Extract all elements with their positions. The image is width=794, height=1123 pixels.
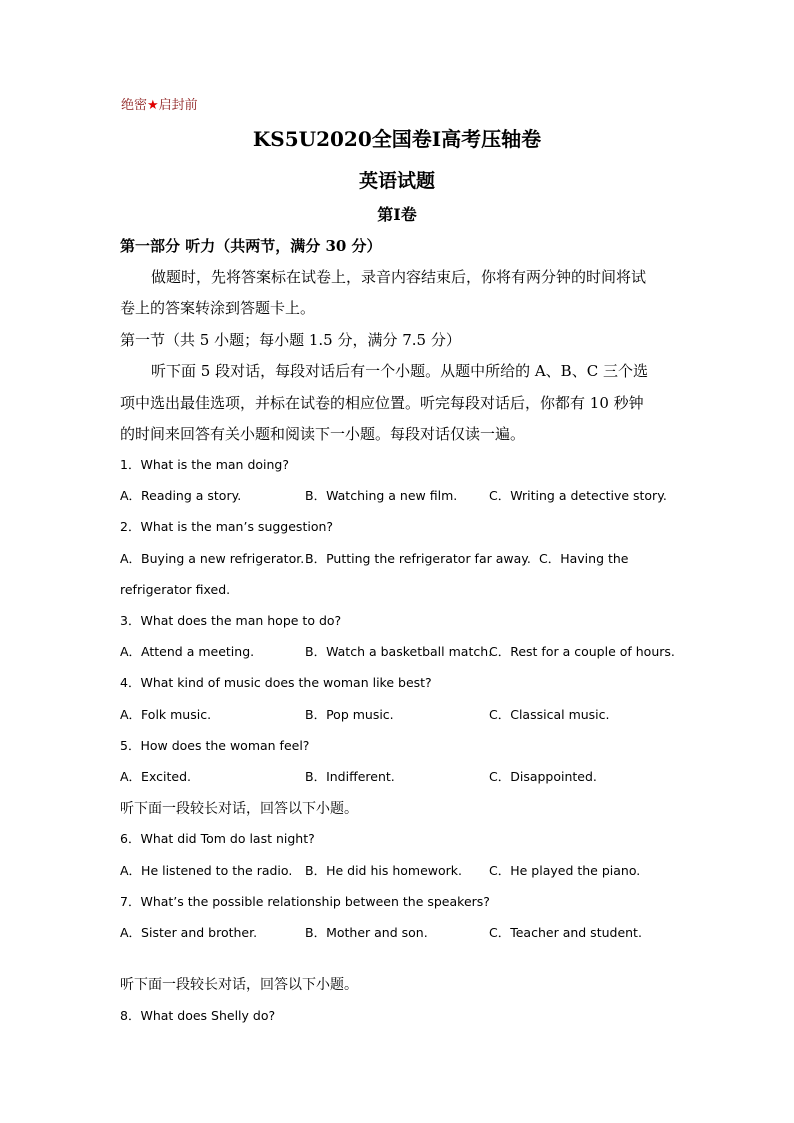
long-dialogue-instruction-2: 听下面一段较长对话，回答以下小题。 <box>120 977 358 993</box>
confidential-label <box>121 99 198 112</box>
question-2-option-c: C．Having the <box>539 551 629 566</box>
volume-title: 第Ⅰ卷 <box>377 205 417 224</box>
question-4-option-a: A．Folk music. <box>120 707 212 722</box>
question-4-stem: 4．What kind of music does the woman like best? <box>120 675 432 690</box>
star-icon: ★ <box>147 98 159 113</box>
question-5-option-c: C．Disappointed. <box>489 769 597 784</box>
question-6-option-c: C．He played the piano. <box>489 863 641 878</box>
question-7-stem: 7．What’s the possible relationship between the speakers? <box>120 894 490 909</box>
part1-instruction-line1: 做题时，先将答案标在试卷上，录音内容结束后，你将有两分钟的时间将试 <box>151 268 647 286</box>
question-6-option-b: B．He did his homework. <box>305 863 462 878</box>
section1-instruction-line3: 的时间来回答有关小题和阅读下一小题。每段对话仅读一遍。 <box>120 425 526 443</box>
question-2-option-b: B．Putting the refrigerator far away. <box>305 551 531 566</box>
part1-instruction-line2: 卷上的答案转涂到答题卡上。 <box>120 299 316 317</box>
question-1-option-c: C．Writing a detective story. <box>489 488 667 503</box>
question-3-option-a: A．Attend a meeting. <box>120 644 255 659</box>
question-2-option-a: A．Buying a new refrigerator. <box>120 551 305 566</box>
question-8-stem: 8．What does Shelly do? <box>120 1008 276 1023</box>
section1-heading: 第一节（共 5 小题；每小题 1.5 分，满分 7.5 分） <box>120 331 461 349</box>
question-1-option-a: A．Reading a story. <box>120 488 242 503</box>
part1-heading: 第一部分 听力（共两节，满分 30 分） <box>120 237 382 255</box>
secret-prefix: 绝密 <box>121 98 148 113</box>
question-4-option-c: C．Classical music. <box>489 707 610 722</box>
subject-title: 英语试题 <box>358 170 435 192</box>
question-6-option-a: A．He listened to the radio. <box>120 863 293 878</box>
question-1-option-b: B．Watching a new film. <box>305 488 458 503</box>
question-7-option-b: B．Mother and son. <box>305 925 428 940</box>
question-7-option-c: C．Teacher and student. <box>489 925 642 940</box>
question-5-option-b: B．Indifferent. <box>305 769 395 784</box>
question-3-stem: 3．What does the man hope to do? <box>120 613 342 628</box>
exam-title: KS5U2020全国卷Ⅰ高考压轴卷 <box>252 127 542 151</box>
question-4-option-b: B．Pop music. <box>305 707 394 722</box>
question-1-stem: 1．What is the man doing? <box>120 457 289 472</box>
question-3-option-b: B．Watch a basketball match. <box>305 644 493 659</box>
question-3-option-c: C．Rest for a couple of hours. <box>489 644 675 659</box>
secret-suffix: 启封前 <box>158 98 198 113</box>
long-dialogue-instruction-1: 听下面一段较长对话，回答以下小题。 <box>120 801 358 817</box>
question-6-stem: 6．What did Tom do last night? <box>120 831 315 846</box>
question-2-stem: 2．What is the man’s suggestion? <box>120 519 334 534</box>
question-5-option-a: A．Excited. <box>120 769 191 784</box>
section1-instruction-line1: 听下面 5 段对话，每段对话后有一个小题。从题中所给的 A、B、C 三个选 <box>151 362 648 380</box>
section1-instruction-line2: 项中选出最佳选项，并标在试卷的相应位置。听完每段对话后，你都有 10 秒钟 <box>120 394 644 412</box>
question-2-option-c-continued: refrigerator fixed. <box>120 582 231 597</box>
question-5-stem: 5．How does the woman feel? <box>120 738 310 753</box>
question-7-option-a: A．Sister and brother. <box>120 925 258 940</box>
